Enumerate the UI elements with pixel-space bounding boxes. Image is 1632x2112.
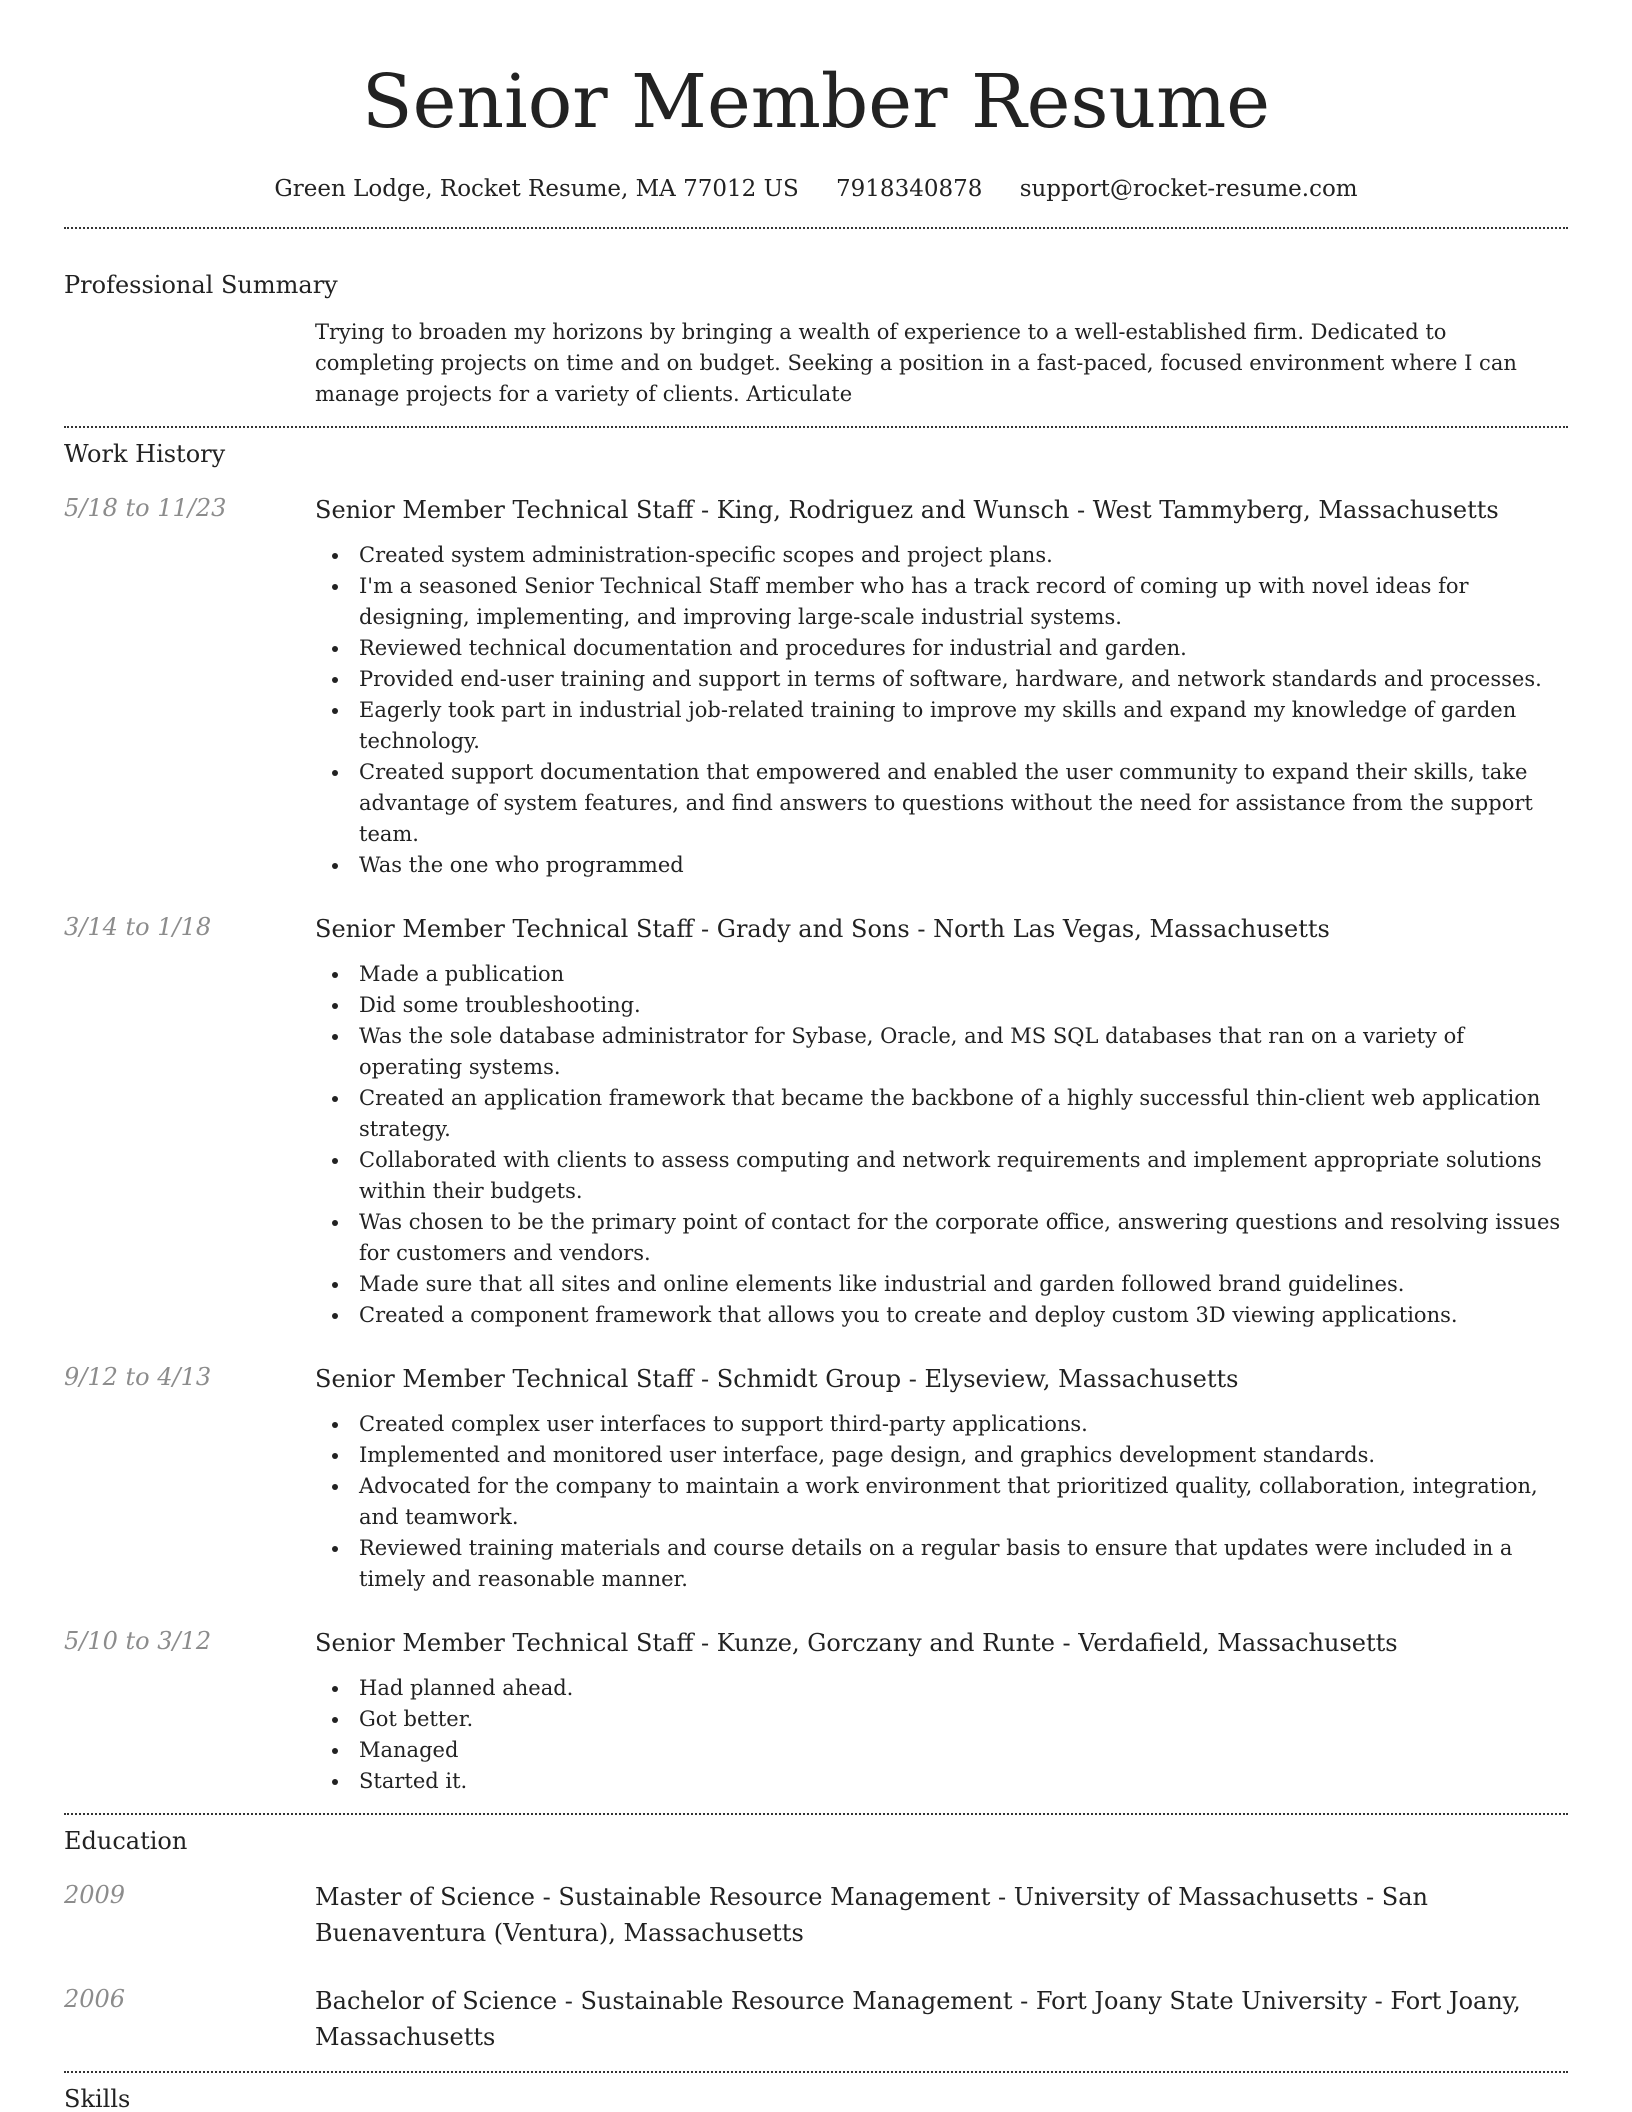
summary-section: [64, 269, 1568, 410]
job-bullet: Did some troubleshooting.: [359, 990, 1568, 1021]
job-bullets: [315, 959, 1568, 1331]
job-bullet: Provided end-user training and support in terms of software, hardware, and network standards and processes.: [359, 664, 1568, 695]
divider: [64, 1813, 1568, 1815]
job-bullet: Managed: [359, 1735, 1568, 1766]
education-year: 2009: [64, 1881, 126, 1909]
job-entry: [64, 1361, 1568, 1595]
job-details: [315, 492, 1568, 881]
summary-text: Trying to broaden my horizons by bringing a wealth of experience to a well-established firm. Dedicated to completing projects on time and on budget. Seeking a position in a fast-paced, focused environment where I can manage projects for a variety of clients. Articulate: [315, 320, 1517, 406]
job-bullets: [315, 540, 1568, 881]
job-bullet: Implemented and monitored user interface, page design, and graphics development standards.: [359, 1440, 1568, 1471]
job-bullet: Was chosen to be the primary point of contact for the corporate office, answering questions and resolving issues for customers and vendors.: [359, 1207, 1568, 1269]
skills-section: [64, 2083, 1568, 2112]
education-heading: Bachelor of Science - Sustainable Resource Management - Fort Joany State University - Fort Joany, Massachusetts: [315, 1987, 1521, 2051]
job-bullet: Created support documentation that empowered and enabled the user community to expand their skills, take advantage of system features, and find answers to questions without the need for assistance from the support team.: [359, 757, 1568, 850]
contact-phone: 7918340878: [836, 176, 983, 202]
resume-name: Senior Member Resume: [361, 59, 1271, 145]
job-bullet: Got better.: [359, 1704, 1568, 1735]
job-details: [315, 1625, 1568, 1797]
education-details: [315, 1879, 1568, 1951]
contact-email: support@rocket-resume.com: [1019, 176, 1358, 202]
job-details: [315, 1361, 1568, 1595]
education-entry: [64, 1879, 1568, 1951]
job-bullet: Started it.: [359, 1766, 1568, 1797]
job-bullet: Made a publication: [359, 959, 1568, 990]
job-bullets: [315, 1409, 1568, 1595]
job-bullets: [315, 1673, 1568, 1797]
job-dates: 5/10 to 3/12: [64, 1627, 212, 1655]
job-bullet: Reviewed training materials and course details on a regular basis to ensure that updates were included in a timely and reasonable manner.: [359, 1533, 1568, 1595]
divider: [64, 227, 1568, 229]
job-heading: Senior Member Technical Staff - Grady and Sons - North Las Vegas, Massachusetts: [315, 915, 1330, 943]
job-heading: Senior Member Technical Staff - Kunze, Gorczany and Runte - Verdafield, Massachusetts: [315, 1629, 1398, 1657]
job-bullet: Created a component framework that allows you to create and deploy custom 3D viewing applications.: [359, 1300, 1568, 1331]
job-entry: [64, 492, 1568, 881]
job-bullet: Reviewed technical documentation and procedures for industrial and garden.: [359, 633, 1568, 664]
resume-header: [64, 54, 1568, 204]
contact-line: [64, 174, 1568, 204]
education-entry: [64, 1983, 1568, 2055]
contact-address: Green Lodge, Rocket Resume, MA 77012 US: [274, 176, 799, 202]
education-heading: Master of Science - Sustainable Resource Management - University of Massachusetts - San Buenaventura (Ventura), Massachusetts: [315, 1883, 1428, 1947]
job-bullet: Created complex user interfaces to support third-party applications.: [359, 1409, 1568, 1440]
job-dates: 3/14 to 1/18: [64, 913, 212, 941]
education-details: [315, 1983, 1568, 2055]
job-details: [315, 911, 1568, 1331]
job-entry: [64, 1625, 1568, 1797]
divider: [64, 426, 1568, 428]
job-bullet: Was the one who programmed: [359, 850, 1568, 881]
job-bullet: Collaborated with clients to assess computing and network requirements and implement appropriate solutions within their budgets.: [359, 1145, 1568, 1207]
divider: [64, 2071, 1568, 2073]
job-bullet: Was the sole database administrator for Sybase, Oracle, and MS SQL databases that ran on a variety of operating systems.: [359, 1021, 1568, 1083]
work-history-section: [64, 438, 1568, 1797]
section-title-education: Education: [64, 1827, 188, 1855]
job-bullet: Eagerly took part in industrial job-related training to improve my skills and expand my knowledge of garden technology.: [359, 695, 1568, 757]
job-dates: 9/12 to 4/13: [64, 1363, 212, 1391]
section-title-skills: Skills: [64, 2085, 131, 2112]
job-dates: 5/18 to 11/23: [64, 494, 227, 522]
job-entry: [64, 911, 1568, 1331]
job-heading: Senior Member Technical Staff - Schmidt Group - Elyseview, Massachusetts: [315, 1365, 1239, 1393]
job-bullet: Had planned ahead.: [359, 1673, 1568, 1704]
job-bullet: I'm a seasoned Senior Technical Staff member who has a track record of coming up with novel ideas for designing, implementing, and improving large-scale industrial systems.: [359, 571, 1568, 633]
job-heading: Senior Member Technical Staff - King, Rodriguez and Wunsch - West Tammyberg, Massachusetts: [315, 496, 1499, 524]
resume-page: [64, 0, 1568, 2112]
education-year: 2006: [64, 1985, 126, 2013]
section-title-summary: Professional Summary: [64, 271, 338, 299]
section-title-work-history: Work History: [64, 440, 226, 468]
job-bullet: Created system administration-specific scopes and project plans.: [359, 540, 1568, 571]
job-bullet: Created an application framework that became the backbone of a highly successful thin-client web application strategy.: [359, 1083, 1568, 1145]
education-section: [64, 1825, 1568, 2055]
job-bullet: Made sure that all sites and online elements like industrial and garden followed brand guidelines.: [359, 1269, 1568, 1300]
job-bullet: Advocated for the company to maintain a work environment that prioritized quality, collaboration, integration, and teamwork.: [359, 1471, 1568, 1533]
